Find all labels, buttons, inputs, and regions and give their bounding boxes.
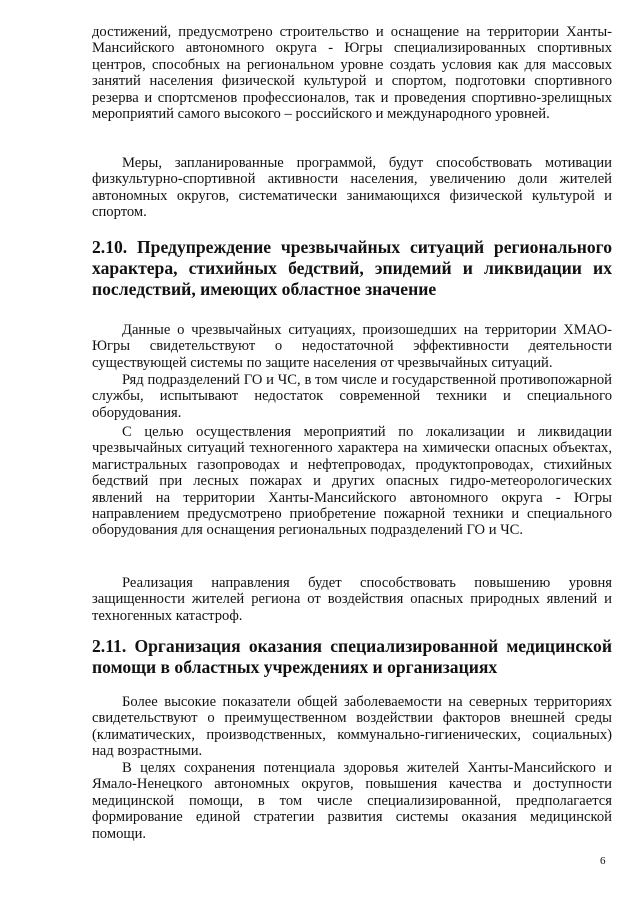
paragraph: В целях сохранения потенциала здоровья жителей Ханты-Мансийского и Ямало-Ненецкого автономных округов, повышения качества и доступности медицинской помощи, в том числе специализированной, предполагается формирование единой стратегии развития системы оказания медицинской помощи. [92,760,612,842]
section-heading: 2.11. Организация оказания специализированной медицинской помощи в областных учреждениях и организациях [92,636,612,677]
paragraph: Меры, запланированные программой, будут способствовать мотивации физкультурно-спортивной активности населения, увеличению доли жителей автономных округов, систематически занимающихся физической культурой и спортом. [92,155,612,221]
paragraph: Реализация направления будет способствовать повышению уровня защищенности жителей региона от воздействия опасных природных явлений и техногенных катастроф. [92,575,612,624]
section-heading: 2.10. Предупреждение чрезвычайных ситуаций регионального характера, стихийных бедствий, эпидемий и ликвидации их последствий, имеющих областное значение [92,237,612,299]
paragraph: С целью осуществления мероприятий по локализации и ликвидации чрезвычайных ситуаций техногенного характера на химически опасных объектах, магистральных газопроводах и нефтепроводах, продуктопроводах, стихийных бедствий при лесных пожарах и других опасных гидро-метеорологических явлений на территории Ханты-Мансийского автономного округа - Югры направлением предусмотрено приобретение пожарной техники и специального оборудования для оснащения региональных подразделений ГО и ЧС. [92,424,612,539]
paragraph: Более высокие показатели общей заболеваемости на северных территориях свидетельствуют о преимущественном воздействии факторов внешней среды (климатических, производственных, коммунально-гигиенических, социальных) над возрастными. [92,694,612,760]
paragraph: Данные о чрезвычайных ситуациях, произошедших на территории ХМАО-Югры свидетельствуют о недостаточной эффективности деятельности существующей системы по защите населения от чрезвычайных ситуаций. [92,322,612,371]
paragraph: Ряд подразделений ГО и ЧС, в том числе и государственной противопожарной службы, испытывают недостаток современной техники и специального оборудования. [92,372,612,421]
paragraph: достижений, предусмотрено строительство и оснащение на территории Ханты-Мансийского автономного округа - Югры специализированных спортивных центров, способных на региональном уровне создать условия как для массовых занятий населения физической культурой и спортом, подготовки спортивного резерва и спортсменов профессионалов, так и проведения спортивно-зрелищных мероприятий самого высокого – российского и международного уровней. [92,24,612,123]
page-number: 6 [600,855,606,867]
